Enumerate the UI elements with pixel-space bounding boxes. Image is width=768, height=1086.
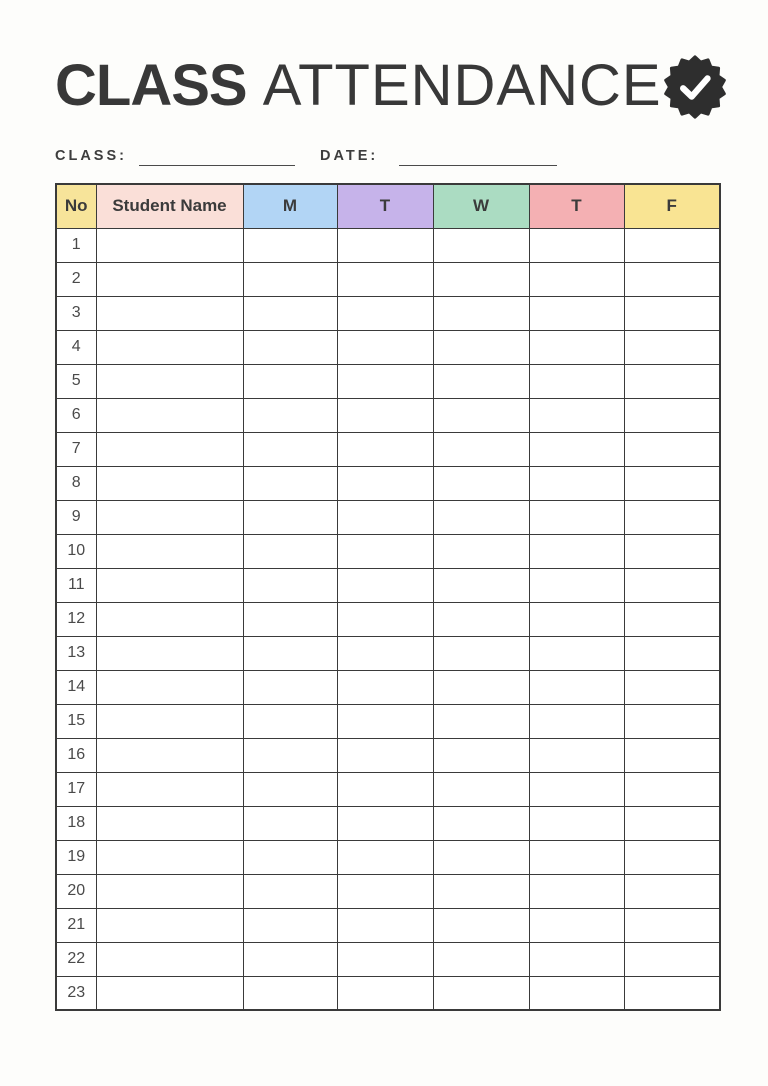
friday-cell[interactable] [624,976,720,1010]
row-number-cell: 6 [56,398,96,432]
monday-cell[interactable] [243,908,337,942]
friday-cell[interactable] [624,398,720,432]
monday-cell[interactable] [243,330,337,364]
tuesday-cell[interactable] [337,500,433,534]
student-name-cell[interactable] [96,534,243,568]
row-number-cell: 5 [56,364,96,398]
table-row [56,806,720,840]
wednesday-cell[interactable] [433,500,529,534]
tuesday-cell[interactable] [337,874,433,908]
table-row [56,500,720,534]
monday-cell[interactable] [243,296,337,330]
friday-cell[interactable] [624,330,720,364]
tuesday-cell[interactable] [337,364,433,398]
friday-cell[interactable] [624,432,720,466]
student-name-cell[interactable] [96,772,243,806]
friday-cell[interactable] [624,296,720,330]
thursday-cell[interactable] [529,432,624,466]
table-row [56,704,720,738]
row-number-cell: 10 [56,534,96,568]
wednesday-cell[interactable] [433,942,529,976]
monday-cell[interactable] [243,602,337,636]
thursday-cell[interactable] [529,534,624,568]
student-name-cell[interactable] [96,228,243,262]
thursday-cell[interactable] [529,330,624,364]
wednesday-cell[interactable] [433,704,529,738]
table-row [56,840,720,874]
fields-row [55,144,719,166]
tuesday-cell[interactable] [337,330,433,364]
student-name-cell[interactable] [96,942,243,976]
table-row [56,228,720,262]
col-wednesday-header: W [433,184,529,228]
friday-cell[interactable] [624,602,720,636]
wednesday-cell[interactable] [433,602,529,636]
thursday-cell[interactable] [529,738,624,772]
wednesday-cell[interactable] [433,670,529,704]
friday-cell[interactable] [624,772,720,806]
student-name-cell[interactable] [96,432,243,466]
monday-cell[interactable] [243,670,337,704]
attendance-table-body [56,228,720,1010]
monday-cell[interactable] [243,636,337,670]
friday-cell[interactable] [624,228,720,262]
table-row [56,602,720,636]
row-number-cell: 11 [56,568,96,602]
friday-cell[interactable] [624,262,720,296]
thursday-cell[interactable] [529,772,624,806]
row-number-cell: 4 [56,330,96,364]
row-number-cell: 19 [56,840,96,874]
monday-cell[interactable] [243,534,337,568]
thursday-cell[interactable] [529,466,624,500]
monday-cell[interactable] [243,398,337,432]
tuesday-cell[interactable] [337,806,433,840]
tuesday-cell[interactable] [337,772,433,806]
friday-cell[interactable] [624,806,720,840]
student-name-cell[interactable] [96,976,243,1010]
student-name-cell[interactable] [96,364,243,398]
student-name-cell[interactable] [96,636,243,670]
tuesday-cell[interactable] [337,466,433,500]
class-label: CLASS: [55,148,127,164]
table-row [56,330,720,364]
wednesday-cell[interactable] [433,840,529,874]
thursday-cell[interactable] [529,636,624,670]
col-thursday-header: T [529,184,624,228]
table-row [56,568,720,602]
monday-cell[interactable] [243,432,337,466]
thursday-cell[interactable] [529,398,624,432]
table-row [56,738,720,772]
class-input-line[interactable] [139,146,295,166]
badge-seal-shape [665,57,724,118]
row-number-cell: 7 [56,432,96,466]
tuesday-cell[interactable] [337,840,433,874]
wednesday-cell[interactable] [433,228,529,262]
header [55,50,719,122]
student-name-cell[interactable] [96,330,243,364]
table-row [56,908,720,942]
row-number-cell: 13 [56,636,96,670]
tuesday-cell[interactable] [337,704,433,738]
tuesday-cell[interactable] [337,534,433,568]
wednesday-cell[interactable] [433,398,529,432]
table-row [56,670,720,704]
row-number-cell: 9 [56,500,96,534]
wednesday-cell[interactable] [433,466,529,500]
tuesday-cell[interactable] [337,296,433,330]
date-input-line[interactable] [399,146,557,166]
table-header-row [56,184,720,228]
friday-cell[interactable] [624,670,720,704]
tuesday-cell[interactable] [337,398,433,432]
tuesday-cell[interactable] [337,636,433,670]
monday-cell[interactable] [243,262,337,296]
wednesday-cell[interactable] [433,738,529,772]
monday-cell[interactable] [243,704,337,738]
tuesday-cell[interactable] [337,228,433,262]
col-tuesday-header: T [337,184,433,228]
friday-cell[interactable] [624,908,720,942]
thursday-cell[interactable] [529,262,624,296]
title-word-class: CLASS [55,53,247,119]
table-row [56,262,720,296]
thursday-cell[interactable] [529,364,624,398]
thursday-cell[interactable] [529,942,624,976]
row-number-cell: 18 [56,806,96,840]
friday-cell[interactable] [624,500,720,534]
student-name-cell[interactable] [96,738,243,772]
wednesday-cell[interactable] [433,568,529,602]
student-name-cell[interactable] [96,806,243,840]
row-number-cell: 15 [56,704,96,738]
thursday-cell[interactable] [529,976,624,1010]
friday-cell[interactable] [624,364,720,398]
student-name-cell[interactable] [96,466,243,500]
col-monday-header: M [243,184,337,228]
monday-cell[interactable] [243,976,337,1010]
row-number-cell: 2 [56,262,96,296]
wednesday-cell[interactable] [433,806,529,840]
tuesday-cell[interactable] [337,568,433,602]
table-row [56,942,720,976]
row-number-cell: 8 [56,466,96,500]
monday-cell[interactable] [243,874,337,908]
wednesday-cell[interactable] [433,772,529,806]
table-row [56,432,720,466]
row-number-cell: 14 [56,670,96,704]
wednesday-cell[interactable] [433,364,529,398]
student-name-cell[interactable] [96,568,243,602]
wednesday-cell[interactable] [433,908,529,942]
friday-cell[interactable] [624,840,720,874]
monday-cell[interactable] [243,568,337,602]
monday-cell[interactable] [243,466,337,500]
col-student-name-header: Student Name [96,184,243,228]
wednesday-cell[interactable] [433,874,529,908]
verified-badge-icon [662,54,728,120]
thursday-cell[interactable] [529,670,624,704]
row-number-cell: 22 [56,942,96,976]
student-name-cell[interactable] [96,704,243,738]
tuesday-cell[interactable] [337,602,433,636]
tuesday-cell[interactable] [337,942,433,976]
thursday-cell[interactable] [529,602,624,636]
tuesday-cell[interactable] [337,262,433,296]
student-name-cell[interactable] [96,398,243,432]
monday-cell[interactable] [243,500,337,534]
table-row [56,874,720,908]
table-row [56,364,720,398]
col-friday-header: F [624,184,720,228]
friday-cell[interactable] [624,568,720,602]
thursday-cell[interactable] [529,296,624,330]
monday-cell[interactable] [243,738,337,772]
friday-cell[interactable] [624,636,720,670]
thursday-cell[interactable] [529,568,624,602]
friday-cell[interactable] [624,738,720,772]
date-label: DATE: [319,148,379,164]
wednesday-cell[interactable] [433,976,529,1010]
table-row [56,466,720,500]
thursday-cell[interactable] [529,704,624,738]
friday-cell[interactable] [624,534,720,568]
row-number-cell: 16 [56,738,96,772]
wednesday-cell[interactable] [433,534,529,568]
col-no-header: No [56,184,96,228]
table-row [56,636,720,670]
student-name-cell[interactable] [96,500,243,534]
table-row [56,398,720,432]
thursday-cell[interactable] [529,500,624,534]
row-number-cell: 3 [56,296,96,330]
tuesday-cell[interactable] [337,908,433,942]
table-row [56,772,720,806]
monday-cell[interactable] [243,364,337,398]
friday-cell[interactable] [624,942,720,976]
thursday-cell[interactable] [529,874,624,908]
wednesday-cell[interactable] [433,262,529,296]
thursday-cell[interactable] [529,228,624,262]
thursday-cell[interactable] [529,908,624,942]
student-name-cell[interactable] [96,296,243,330]
wednesday-cell[interactable] [433,432,529,466]
tuesday-cell[interactable] [337,738,433,772]
table-row [56,976,720,1010]
tuesday-cell[interactable] [337,976,433,1010]
table-row [56,534,720,568]
wednesday-cell[interactable] [433,636,529,670]
wednesday-cell[interactable] [433,296,529,330]
row-number-cell: 20 [56,874,96,908]
student-name-cell[interactable] [96,670,243,704]
page-title [55,54,662,118]
student-name-cell[interactable] [96,874,243,908]
student-name-cell[interactable] [96,840,243,874]
monday-cell[interactable] [243,772,337,806]
tuesday-cell[interactable] [337,670,433,704]
friday-cell[interactable] [624,874,720,908]
wednesday-cell[interactable] [433,330,529,364]
thursday-cell[interactable] [529,840,624,874]
monday-cell[interactable] [243,840,337,874]
row-number-cell: 12 [56,602,96,636]
monday-cell[interactable] [243,228,337,262]
monday-cell[interactable] [243,806,337,840]
row-number-cell: 1 [56,228,96,262]
friday-cell[interactable] [624,704,720,738]
friday-cell[interactable] [624,466,720,500]
table-row [56,296,720,330]
row-number-cell: 23 [56,976,96,1010]
tuesday-cell[interactable] [337,432,433,466]
student-name-cell[interactable] [96,908,243,942]
student-name-cell[interactable] [96,602,243,636]
row-number-cell: 17 [56,772,96,806]
title-word-attendance: ATTENDANCE [262,53,662,119]
monday-cell[interactable] [243,942,337,976]
row-number-cell: 21 [56,908,96,942]
attendance-table [55,183,721,1011]
thursday-cell[interactable] [529,806,624,840]
student-name-cell[interactable] [96,262,243,296]
